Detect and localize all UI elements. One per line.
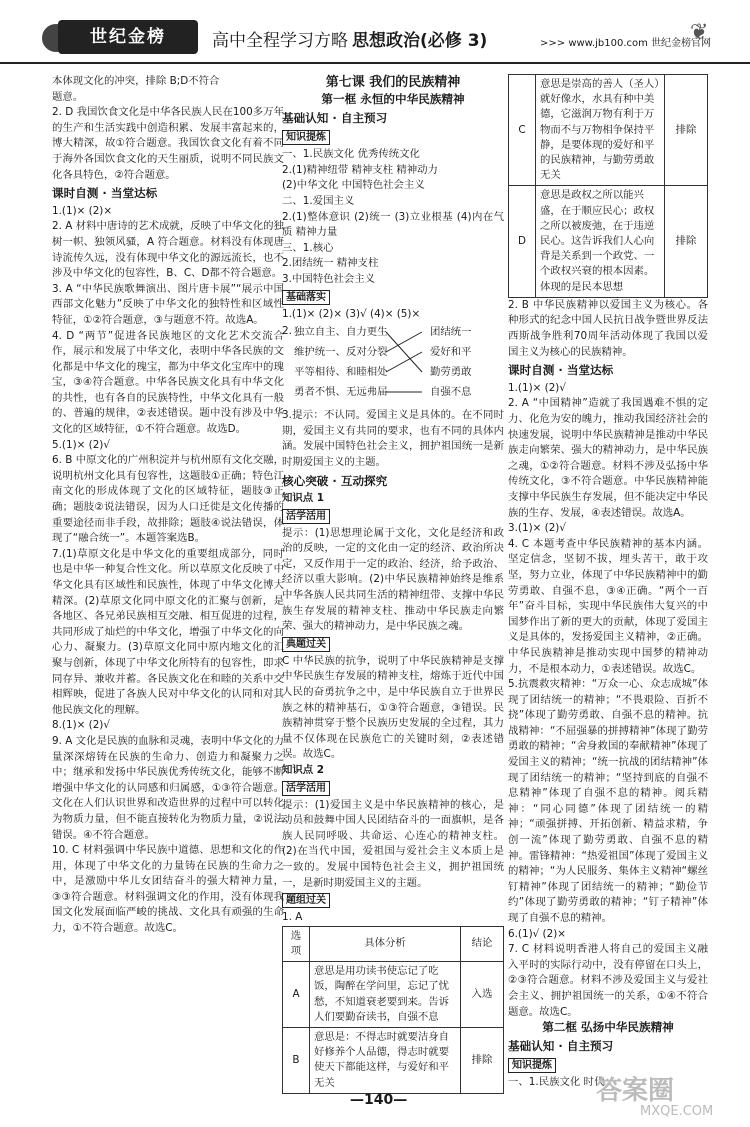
answer-2b: 2. A 材料中唐诗的艺术成就，反映了中华文化的独树一帜、独领风骚，A 符合题意。材料没有体现唐诗流传久远，没有体现中华文化的源远流长，也不涉及中华文化的包容性，B、C、D都不符合题意。 xyxy=(52,220,284,280)
section-heading: 核心突破 · 互动探究 xyxy=(282,473,388,488)
answer-5: 5.(1)× (2)√ xyxy=(52,438,110,451)
answer-2b: 2. A “中国精神”造就了我国遇难不惧的定力、化危为安的魄力，推动我国经济社会的快速发展，说明中华民族精神是推动中华民族走向繁荣、强大的精神动力，是中华民族之魂，①②符合题意。材料不涉及弘扬中华传统文化，③不符合题意。中华民族精神能支撑中华民族生存发展，但不能决定中华民族的生存、发展，④表述错误。故选A。 xyxy=(508,397,708,519)
result-cell: 入选 xyxy=(461,962,504,1028)
knowledge-line: 一、1.民族文化 时代 xyxy=(508,1076,605,1089)
site-url: >>> www.jb100.com 世纪金榜官网 xyxy=(540,38,712,49)
tag-label: 典题过关 xyxy=(282,637,330,652)
answer-4: 4. D “两节”促进各民族地区的文化艺术交流合作，展示和发展了中华文化，表明中华各民族的文化都是中华文化的瑰宝，都为中华文化宝库中的瑰宝，③④符合题意。中华各民族文化具有中华文化的共性，也有各自的民族特性，中华文化具有一般的、普遍的规律，②表述错误。题中没有涉及中华文化的区域特征，①不符合题意。故选D。 xyxy=(52,329,284,436)
knowledge-point: 知识点 2 xyxy=(282,764,325,776)
result-cell: 排除 xyxy=(665,75,708,186)
answer-text: C 中华民族的抗争，说明了中华民族精神是支撑中华民族生存发展的精神支柱，熔炼于近代中国人民的奋勇抗争之中，是中华民族自立于世界民族之林的精神基石，①③符合题意，③错误。民族精神贯穿于整个民族历史发展的全过程，其力量不仅体现在民族危亡的关键时刻，②表述错误。故选C。 xyxy=(282,654,504,761)
analysis-cell: 意思是用功读书使忘记了吃饭，陶醉在学问里，忘记了忧愁，不知道衰老要到来。告诉人们要勤奋读书，自强不息 xyxy=(310,962,461,1028)
answer-9: 9. A 文化是民族的血脉和灵魂，表明中华文化的力量深深熔铸在民族的生命力、创造力和凝聚力之中；继承和发扬中华民族优秀传统文化，能够不断增强中华文化的认同感和归属感，①③符合题意。文化在人们认识世界和改造世界的过程中可以转化为物质力量，但不能直接转化为物质力量，②说法错误。④不符合题意。 xyxy=(52,734,284,841)
knowledge-line: 2.团结统一 精神支柱 xyxy=(282,257,379,270)
table-row xyxy=(283,962,504,1028)
option-cell: D xyxy=(509,186,536,297)
knowledge-line: 一、1.民族文化 优秀传统文化 xyxy=(282,148,420,161)
analysis-cell: 意思是崇高的善人（圣人）就好像水，水具有种中美德，它滋润万物有利于万物而不与万物相争保持平静，是要体现的爱好和平的民族精神，与勤劳勇敢无关 xyxy=(536,75,665,186)
table-row xyxy=(509,186,708,297)
table-header: 具体分析 xyxy=(310,926,461,961)
answer-6: 6.(1)√ (2)× xyxy=(508,927,566,940)
tag-label: 基础落实 xyxy=(282,290,330,305)
section-heading: 课时自测 · 当堂达标 xyxy=(52,186,158,201)
section-heading: 课时自测 · 当堂达标 xyxy=(508,363,614,378)
book-icon: ❦ xyxy=(690,20,709,45)
match-right-item: 团结统一 xyxy=(430,326,472,339)
option-cell: A xyxy=(283,962,310,1028)
column-2 xyxy=(282,74,504,1094)
knowledge-line: (2)中华文化 中国特色社会主义 xyxy=(282,179,425,192)
answer-6: 6. B 中原文化的广州积淀并与杭州原有文化交融，说明杭州文化具有包容性，这题肢①正确；特色江南文化的形成体现了文化的区域特征，题肢③正确；题肢②说法错误，因为人口迁徙是文化传播的重要途径而非手段，故排除；题肢④说法错误，体现了“融合统一”。本题答案选B。 xyxy=(52,454,284,545)
tag-label: 活学活用 xyxy=(282,509,330,524)
result-cell: 排除 xyxy=(461,1027,504,1093)
answer-8: 8.(1)× (2)√ xyxy=(52,719,110,732)
answer-3: 3.提示：不认同。爱国主义是具体的。在不同时期，爱国主义有共同的要求，也有不同的具体内涵。发展中国特色社会主义，拥护祖国统一是新时期爱国主义的主题。 xyxy=(282,409,504,468)
option-cell: C xyxy=(509,75,536,186)
tag-label: 题组过关 xyxy=(282,893,330,908)
match-left-item: 维护统一、反对分裂 xyxy=(294,346,388,359)
lesson-title: 第七课 我们的民族精神 xyxy=(325,75,461,90)
table-row xyxy=(509,75,708,186)
section-heading: 基础认知 · 自主预习 xyxy=(282,110,388,125)
tag-label: 知识提炼 xyxy=(508,1058,556,1073)
column-3 xyxy=(508,74,708,1091)
option-cell: B xyxy=(283,1027,310,1093)
frame-title: 第二框 弘扬中华民族精神 xyxy=(542,1020,674,1035)
answer-3: 3.(1)× (2)√ xyxy=(508,522,566,535)
match-left-item: 勇者不惧、无远弗届 xyxy=(294,386,388,399)
knowledge-line: 2.(1)精神纽带 精神支柱 精神动力 xyxy=(282,163,438,176)
analysis-cell: 意思是政权之所以能兴盛，在于顺应民心；政权之所以被废弛，在于违逆民心。这告诉我们人心向背是关系到一个政党、一个政权兴衰的根本因素。体现的是民本思想 xyxy=(536,186,665,297)
subject-title: 思想政治(必修 3) xyxy=(352,31,488,51)
answer-10: 10. C 材料强调中华民族中道德、思想和文化的作用，体现了中华文化的力量铸在民族的生命力之中，是激励中华儿女团结奋斗的强大精神力量，③③符合题意。材料强调文化的作用，没有体现我国文化发展面临严峻的挑战、文化具有顽强的生命力，①不符合题意。故选C。 xyxy=(52,844,284,935)
analysis-table-cont xyxy=(508,74,708,298)
answer-7: 7. C 材料说明香港人将自己的爱国主义融入平时的实际行动中，没有停留在口头上，②③符合题意。材料不涉及爱国主义与爱社会主义、拥护祖国统一的关系，①④不符合题意。故选C。 xyxy=(508,943,708,1018)
answer-3: 3. A “中华民族歌舞演出、图片唐卡展”“展示中国西部文化魅力”反映了中华文化的独特性和区域性特征，①②符合题意，③与题意不符。故选A。 xyxy=(52,282,284,326)
matching-diagram xyxy=(282,324,504,406)
answer-line: 1. A xyxy=(282,911,303,924)
knowledge-line: 2.(1)整体意识 (2)统一 (3)立业根基 (4)内在气质 精神力量 xyxy=(282,210,504,239)
frame-title: 第一框 永恒的中华民族精神 xyxy=(321,92,465,106)
analysis-cell: 意思是：不得志时就要洁身自好修养个人品德，得志时就要使天下都能这样，与爱好和平无关 xyxy=(310,1027,461,1093)
match-num: 2. xyxy=(282,325,292,338)
table-header: 结论 xyxy=(461,926,504,961)
answer-2: 2. D 我国饮食文化是中华各民族人民在100多万年的生产和生活实践中创造积累、发展丰富起来的，博大精深，故①符合题意。我国饮食文化有着不同于海外各国饮食文化的天生丽质，说明不同民族文化各具特色，②符合题意。 xyxy=(52,106,284,181)
tag-label: 活学活用 xyxy=(282,781,330,796)
knowledge-point: 知识点 1 xyxy=(282,492,325,505)
answer-1: 1.(1)× (2)× xyxy=(52,204,113,217)
table-header: 选项 xyxy=(283,926,310,961)
watermark-url: MXQE.COM xyxy=(640,1104,714,1119)
answer-5: 5.抗震救灾精神：“万众一心、众志成城”体现了团结统一的精神；“不畏艰险、百折不挠”体现了勤劳勇敢、自强不息的精神。抗战精神：“不屈强暴的拼搏精神”体现了勤劳勇敢的精神；“舍身救国的奉献精神”体现了爱国主义的精神；“统一抗战的团结精神”体现了团结统一的精神；“坚持到底的自强不息精神”体现了自强不息的精神。阅兵精神：“同心同德”体现了团结统一的精神；“顽强拼搏、开拓创新、精益求精，争创一流”体现了勤劳勇敢、自强不息的精神。雷锋精神：“热爱祖国”体现了爱国主义的精神；“为人民服务、集体主义精神“螺丝钉精神”体现了团结统一的精神；“勤俭节约”体现了勤劳勇敢的精神；“钉子精神”体现了自强不息的精神。 xyxy=(508,678,708,924)
column-1 xyxy=(52,74,284,937)
match-right-item: 自强不息 xyxy=(430,386,472,399)
answer-2: 2. B 中华民族精神以爱国主义为核心。各种形式的纪念中国人民抗日战争暨世界反法西斯战争胜利70周年活动体现了我国以爱国主义为核心的民族精神。 xyxy=(508,298,708,358)
knowledge-line: 3.中国特色社会主义 xyxy=(282,272,376,285)
page-number: —140— xyxy=(350,1092,408,1108)
knowledge-line: 二、1.爱国主义 xyxy=(282,194,355,207)
answer-7: 7.(1)草原文化是中华文化的重要组成部分，同时也是中华一种复合性文化。所以草原文化反映了中华文化具有区域性和民族性，体现了中华文化博大精深。(2)草原文化同中原文化的汇聚与创新，是各地区、各兄弟民族相互交融、相互促进的过程，共同形成了灿烂的中华文化，增强了中华文化的向心力、凝聚力。(3)草原文化同中原内地文化的汇聚与创新，体现了中华文化所特有的包容性，即求同存异、兼收并蓄。各民族文化在和睦的关系中交相辉映，促进了各族人民对中华文化的认同和对其他民族文化的理解。 xyxy=(52,547,284,716)
answer-1: 1.(1)× (2)√ xyxy=(508,381,566,394)
analysis-table xyxy=(282,926,504,1094)
answer-4: 4. C 本题考查中华民族精神的基本内涵。坚定信念，坚韧不拔，埋头苦干，敢于攻坚，努力立业，体现了中华民族精神中的勤劳勇敢、自强不息，③④正确。“两个一百年”奋斗目标，实现中华民族伟大复兴的中国梦作出了新的更大的贡献，体现了爱国主义是具体的，发扬爱国主义精神，②正确。中华民族精神是推动实现中国梦的精神动力，不是根本动力，①表述错误。故选C。 xyxy=(508,537,708,675)
match-left-item: 独立自主、自力更生 xyxy=(294,326,388,339)
answer-text: 提示：(1)思想理论属于文化，文化是经济和政治的反映，一定的文化由一定的经济、政治所决定，又反作用于一定的政治、经济，给予政治、经济以重大影响。(2)中华民族精神始终是维系中华各族人民共同生活的精神纽带、支撑中华民族生存发展的精神支柱、推动中华民族走向繁荣、强大的精神动力，是中华民族之魂。 xyxy=(282,526,504,633)
header xyxy=(0,0,750,64)
match-right-item: 勤劳勇敢 xyxy=(430,366,472,379)
text-line: 题意。 xyxy=(52,90,84,103)
answer-text: 提示：(1)爱国主义是中华民族精神的核心，是动员和鼓舞中国人民团结奋斗的一面旗帜，是各族人民同呼吸、共命运、心连心的精神支柱。(2)在当代中国，爱祖国与爱社会主义本质上是一致的。发展中国特色社会主义，拥护祖国统一，是新时期爱国主义的主题。 xyxy=(282,798,504,889)
knowledge-line: 三、1.核心 xyxy=(282,241,334,254)
match-left-item: 平等相待、和睦相处 xyxy=(294,366,388,379)
text-line: 本体现文化的冲突，排除 B;D不符合 xyxy=(52,75,220,87)
table-row xyxy=(283,1027,504,1093)
watermark: 答案圈 xyxy=(596,1076,675,1106)
section-heading: 基础认知 · 自主预习 xyxy=(508,1038,614,1053)
result-cell: 排除 xyxy=(665,186,708,297)
series-title: 高中全程学习方略 xyxy=(212,31,348,51)
tag-label: 知识提炼 xyxy=(282,130,330,145)
answer-line: 1.(1)× (2)× (3)√ (4)× (5)× xyxy=(282,307,421,320)
brand-logo: 世纪金榜 xyxy=(58,20,198,54)
match-right-item: 爱好和平 xyxy=(430,346,472,359)
